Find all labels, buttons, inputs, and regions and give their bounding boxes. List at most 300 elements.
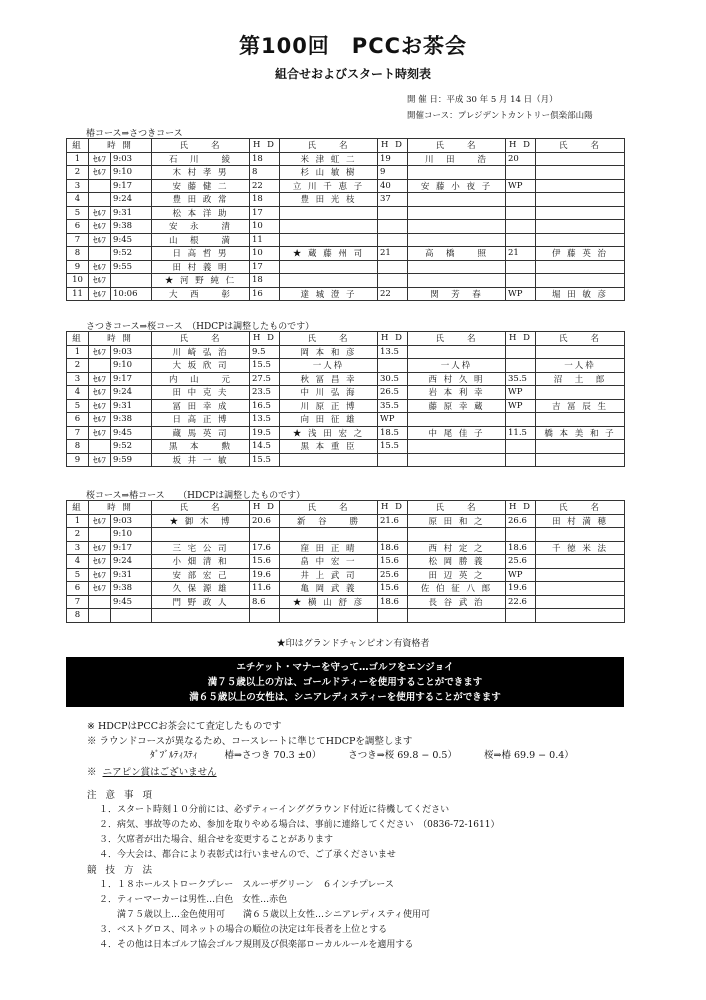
player-hd: WP [506,386,536,400]
rating-value: さつき⇒桜 69.8 − 0.5） [348,750,457,761]
caution-item: １．スタート時刻１０分前には、必ずティーインググラウンド付近に待機してください [99,805,450,815]
player-name: 黒 本 重 臣 [280,440,378,454]
player-name: 原 田 和 之 [408,514,506,528]
player-hd: WP [506,287,536,301]
start-time: 9:31 [111,399,152,413]
player-name: 中 尾 佳 子 [408,426,506,440]
cart-type [89,359,111,373]
player-name: 秋 冨 昌 幸 [280,372,378,386]
player-hd: 11.6 [250,582,280,596]
header-cell: 氏 名 [408,139,506,153]
header-cell: 時 開 [89,332,152,346]
player-name [536,453,625,467]
cart-type: ｾﾙﾌ [89,206,111,220]
player-name [536,233,625,247]
player-name: 安 藤 小 夜 子 [408,179,506,193]
player-name [536,179,625,193]
player-hd: 27.5 [250,372,280,386]
player-name [408,206,506,220]
player-hd [506,260,536,274]
player-hd: 40 [378,179,408,193]
player-name: 大 坂 欣 司 [152,359,250,373]
player-name: 堀 田 敏 彦 [536,287,625,301]
caution-item: ２．病気、事故等のため、参加を取りやめる場合は、事前に連絡してください （0836-72-1611） [99,820,500,830]
player-hd [378,233,408,247]
table-row [67,359,625,373]
player-name [408,193,506,207]
cart-type: ｾﾙﾌ [89,399,111,413]
header-cell: 氏 名 [152,501,250,515]
cart-type [89,179,111,193]
table-row [67,453,625,467]
group-number: 8 [67,440,89,454]
player-name: 西 村 定 之 [408,541,506,555]
player-name: 坂 井 一 敏 [152,453,250,467]
player-hd [378,359,408,373]
group-number: 8 [67,609,89,623]
player-name: 立 川 千 恵 子 [280,179,378,193]
header-cell: H D [250,501,280,515]
player-hd: 17 [250,260,280,274]
cart-type: ｾﾙﾌ [89,555,111,569]
banner-line: 満６５歳以上の女性は、シニアレディスティーを使用することができます [189,692,501,703]
player-hd: 19 [378,152,408,166]
header-cell: 氏 名 [152,332,250,346]
event-venue: 開催コース：プレジデントカントリー倶楽部山陽 [407,111,593,121]
player-name [280,528,378,542]
player-name [536,386,625,400]
start-time: 9:31 [111,568,152,582]
player-hd: 22.6 [506,595,536,609]
player-name: 関 芳 春 [408,287,506,301]
cart-type: ｾﾙﾌ [89,413,111,427]
player-name: 安 永 清 [152,220,250,234]
start-time: 9:17 [111,372,152,386]
group-number: 3 [67,541,89,555]
start-time: 9:38 [111,582,152,596]
section-title: 椿コース⇒さつきコース [86,129,183,139]
player-name: 高 橋 照 [408,247,506,261]
group-number: 5 [67,206,89,220]
player-hd: WP [506,399,536,413]
player-name: 松 本 洋 助 [152,206,250,220]
player-name: 川 崎 弘 治 [152,345,250,359]
note-adjust: ※ ラウンドコースが異なるため、コースレートに準じてHDCPを調整します [87,736,413,747]
player-name: 田 村 満 穂 [536,514,625,528]
player-name: 田 中 克 夫 [152,386,250,400]
section-title: 桜コース⇒椿コース （HDCPは調整したものです） [86,491,306,501]
player-hd [378,206,408,220]
group-number: 6 [67,220,89,234]
player-name: 畠 中 宏 一 [280,555,378,569]
cart-type: ｾﾙﾌ [89,514,111,528]
player-name [408,413,506,427]
player-name [280,260,378,274]
start-time: 9:45 [111,233,152,247]
pairing-table-2 [66,331,625,467]
player-hd: 15.6 [378,555,408,569]
player-name: ★ 御 木 博 [152,514,250,528]
rating-label: ﾀﾞﾌﾞﾙﾃｨｽﾃｨ [150,750,198,761]
cart-type: ｾﾙﾌ [89,220,111,234]
player-hd [250,528,280,542]
start-time: 9:24 [111,193,152,207]
cart-type: ｾﾙﾌ [89,541,111,555]
player-hd: 17.6 [250,541,280,555]
player-name: 岡 本 和 彦 [280,345,378,359]
player-hd: 18.5 [378,426,408,440]
cart-type: ｾﾙﾌ [89,287,111,301]
player-name: 安 藤 健 二 [152,179,250,193]
player-hd: 10 [250,247,280,261]
player-name: ★ 横 山 舒 彦 [280,595,378,609]
player-hd: 21 [506,247,536,261]
player-name: 杉 山 敏 樹 [280,166,378,180]
table-row [67,193,625,207]
player-hd [506,220,536,234]
group-number: 5 [67,399,89,413]
player-name: 達 城 澄 子 [280,287,378,301]
cart-type: ｾﾙﾌ [89,386,111,400]
player-name: 一人枠 [408,359,506,373]
player-hd: 18 [250,274,280,288]
player-name: 米 津 虹 二 [280,152,378,166]
start-time: 9:52 [111,247,152,261]
cart-type [89,528,111,542]
player-name: 日 高 哲 男 [152,247,250,261]
start-time: 9:10 [111,528,152,542]
player-hd [378,609,408,623]
player-name: 冨 田 幸 成 [152,399,250,413]
player-hd [506,413,536,427]
player-hd: WP [378,413,408,427]
rule-item: １．１８ホールストロークプレー スルーザグリーン ６インチプレース [99,880,394,890]
player-name: 長 谷 武 治 [408,595,506,609]
player-hd: 25.6 [378,568,408,582]
table-row [67,541,625,555]
player-hd: 15.6 [250,555,280,569]
player-name: 木 村 孝 男 [152,166,250,180]
header-cell: H D [378,139,408,153]
caution-item: ４．今大会は、都合により表彰式は行いませんので、ご了承くださいませ [99,850,396,860]
player-name [152,609,250,623]
start-time: 9:24 [111,386,152,400]
player-name [536,152,625,166]
group-number: 1 [67,514,89,528]
player-name [536,260,625,274]
player-hd: 11 [250,233,280,247]
table-header-row [67,501,625,515]
cart-type: ｾﾙﾌ [89,260,111,274]
header-cell: 氏 名 [280,139,378,153]
player-name [408,233,506,247]
player-hd: 18.6 [378,541,408,555]
player-name [536,345,625,359]
start-time [111,274,152,288]
player-name: ★ 蔵 藤 州 司 [280,247,378,261]
player-name: 山 根 満 [152,233,250,247]
player-hd: 8.6 [250,595,280,609]
player-hd: 22 [378,287,408,301]
header-cell: 氏 名 [536,501,625,515]
table-row [67,582,625,596]
header-cell: 氏 名 [408,501,506,515]
player-name: ★ 浅 田 宏 之 [280,426,378,440]
player-name [536,274,625,288]
player-name: 三 宅 公 司 [152,541,250,555]
table-row [67,413,625,427]
player-name: 川 田 浩 [408,152,506,166]
pairing-table-1 [66,138,625,301]
player-hd: WP [506,179,536,193]
rule-item: ４．その他は日本ゴルフ協会ゴルフ規則及び倶楽部ローカルルールを適用する [99,940,414,950]
player-hd [250,609,280,623]
player-hd [506,166,536,180]
player-name: 蔵 馬 英 司 [152,426,250,440]
player-name [280,220,378,234]
group-number: 4 [67,386,89,400]
group-number: 11 [67,287,89,301]
player-name [408,220,506,234]
cart-type: ｾﾙﾌ [89,345,111,359]
player-name [536,193,625,207]
start-time: 9:38 [111,413,152,427]
player-hd: 13.5 [378,345,408,359]
header-cell: 氏 名 [408,332,506,346]
table-row [67,568,625,582]
cart-type [89,193,111,207]
player-hd: 10 [250,220,280,234]
cart-type [89,609,111,623]
header-cell: H D [378,501,408,515]
start-time: 10:06 [111,287,152,301]
player-name [536,206,625,220]
player-name [280,274,378,288]
player-name [408,166,506,180]
group-number: 7 [67,233,89,247]
player-hd: 15.5 [250,453,280,467]
player-name [280,206,378,220]
player-name [408,345,506,359]
table-header-row [67,332,625,346]
nearpin-text: ニアピン賞はございません [102,767,217,778]
player-name: 沼 土 郎 [536,372,625,386]
player-name [536,220,625,234]
course-ratings [150,747,598,761]
start-time: 9:03 [111,345,152,359]
player-name: 西 村 久 明 [408,372,506,386]
player-name: 伊 藤 英 治 [536,247,625,261]
note-nearpin [87,764,217,778]
player-name: ★ 河 野 純 仁 [152,274,250,288]
player-hd: 35.5 [378,399,408,413]
group-number: 4 [67,555,89,569]
player-hd [378,453,408,467]
player-hd [506,440,536,454]
header-cell: 氏 名 [536,332,625,346]
header-cell: 組 [67,501,89,515]
table-row [67,179,625,193]
player-hd: 15.6 [378,582,408,596]
player-hd [506,233,536,247]
player-name [536,609,625,623]
start-time: 9:55 [111,260,152,274]
player-hd: 18.6 [506,541,536,555]
player-hd: 18 [250,152,280,166]
note-mark: ※ [87,767,97,778]
header-cell: 組 [67,332,89,346]
player-hd: 9.5 [250,345,280,359]
player-hd: 15.5 [250,359,280,373]
player-hd: 30.5 [378,372,408,386]
player-name: 佐 伯 征 八 郎 [408,582,506,596]
header-cell: H D [250,139,280,153]
player-name [408,453,506,467]
header-cell: 氏 名 [280,332,378,346]
table-row [67,260,625,274]
table-header-row [67,139,625,153]
table-row [67,514,625,528]
group-number: 2 [67,359,89,373]
player-name [280,609,378,623]
rules-heading: 競 技 方 法 [87,865,156,876]
rating-value: 椿⇒さつき 70.3 ±0） [224,750,322,761]
cart-type: ｾﾙﾌ [89,582,111,596]
table-row [67,440,625,454]
player-hd: 16.5 [250,399,280,413]
start-time: 9:52 [111,440,152,454]
player-name: 田 辺 英 之 [408,568,506,582]
player-name [408,609,506,623]
player-hd: 20 [506,152,536,166]
rule-item: ３．ベストグロス、同ネットの場合の順位の決定は年長者を上位とする [99,925,388,935]
cart-type: ｾﾙﾌ [89,426,111,440]
player-hd [506,345,536,359]
player-hd: 21.6 [378,514,408,528]
player-name [536,440,625,454]
header-cell: 氏 名 [280,501,378,515]
player-hd: 19.6 [250,568,280,582]
player-name: 井 上 武 司 [280,568,378,582]
player-hd: 26.6 [506,514,536,528]
star-legend: ★印はグランドチャンピオン有資格者 [276,639,430,649]
group-number: 5 [67,568,89,582]
player-name: 小 畑 清 和 [152,555,250,569]
group-number: 1 [67,152,89,166]
cart-type: ｾﾙﾌ [89,166,111,180]
table-row [67,426,625,440]
table-row [67,220,625,234]
player-name [536,528,625,542]
banner-line: エチケット・マナーを守って…ゴルフをエンジョイ [236,662,454,673]
caution-heading: 注 意 事 項 [87,790,156,801]
cart-type [89,595,111,609]
start-time: 9:03 [111,152,152,166]
start-time [111,609,152,623]
player-hd: 22 [250,179,280,193]
group-number: 6 [67,413,89,427]
player-hd: 21 [378,247,408,261]
group-number: 2 [67,166,89,180]
player-name: 豊 田 政 常 [152,193,250,207]
table-row [67,206,625,220]
player-name [408,260,506,274]
player-name [408,274,506,288]
player-name: 久 保 源 雄 [152,582,250,596]
player-hd [378,220,408,234]
group-number: 2 [67,528,89,542]
player-name: 橋 本 美 和 子 [536,426,625,440]
player-hd: 35.5 [506,372,536,386]
event-date: 開 催 日：平成 30 年 5 月 14 日（月） [407,95,558,105]
page-title: 第100回 PCCお茶会 [238,34,468,58]
etiquette-banner [66,657,624,707]
player-name: 一人枠 [280,359,378,373]
group-number: 9 [67,260,89,274]
table-row [67,399,625,413]
player-hd: WP [506,568,536,582]
table-row [67,372,625,386]
player-name: 藤 原 幸 蔵 [408,399,506,413]
group-number: 8 [67,247,89,261]
player-name: 大 西 彰 [152,287,250,301]
player-hd: 13.5 [250,413,280,427]
player-hd: 15.5 [378,440,408,454]
group-number: 9 [67,453,89,467]
player-name: 千 徳 米 法 [536,541,625,555]
player-hd: 17 [250,206,280,220]
player-name: 日 高 正 博 [152,413,250,427]
player-hd [378,260,408,274]
cart-type: ｾﾙﾌ [89,453,111,467]
player-hd [506,206,536,220]
player-name [536,595,625,609]
header-cell: 時 開 [89,139,152,153]
player-hd: 25.6 [506,555,536,569]
table-row [67,274,625,288]
player-hd [506,274,536,288]
player-hd [378,528,408,542]
note-hdcp: ※ HDCPはPCCお茶会にて査定したものです [87,721,282,732]
table-row [67,609,625,623]
table-row [67,247,625,261]
player-hd: 26.5 [378,386,408,400]
table-row [67,287,625,301]
player-name: 中 川 弘 海 [280,386,378,400]
player-hd [506,359,536,373]
player-hd: 19.6 [506,582,536,596]
player-hd: 11.5 [506,426,536,440]
group-number: 6 [67,582,89,596]
player-name [536,582,625,596]
start-time: 9:17 [111,179,152,193]
rule-item: 満７５歳以上…金色使用可 満６５歳以上女性…シニアレディスティ使用可 [117,910,431,920]
player-name: 吉 冨 辰 生 [536,399,625,413]
player-name [408,528,506,542]
player-name: 一人枠 [536,359,625,373]
cart-type: ｾﾙﾌ [89,372,111,386]
table-row [67,386,625,400]
table-row [67,152,625,166]
player-hd: 37 [378,193,408,207]
start-time: 9:31 [111,206,152,220]
player-name: 内 山 元 [152,372,250,386]
table-row [67,528,625,542]
player-name [280,453,378,467]
banner-line: 満７５歳以上の方は、ゴールドティーを使用することができます [207,677,483,688]
start-time: 9:03 [111,514,152,528]
cart-type: ｾﾙﾌ [89,274,111,288]
